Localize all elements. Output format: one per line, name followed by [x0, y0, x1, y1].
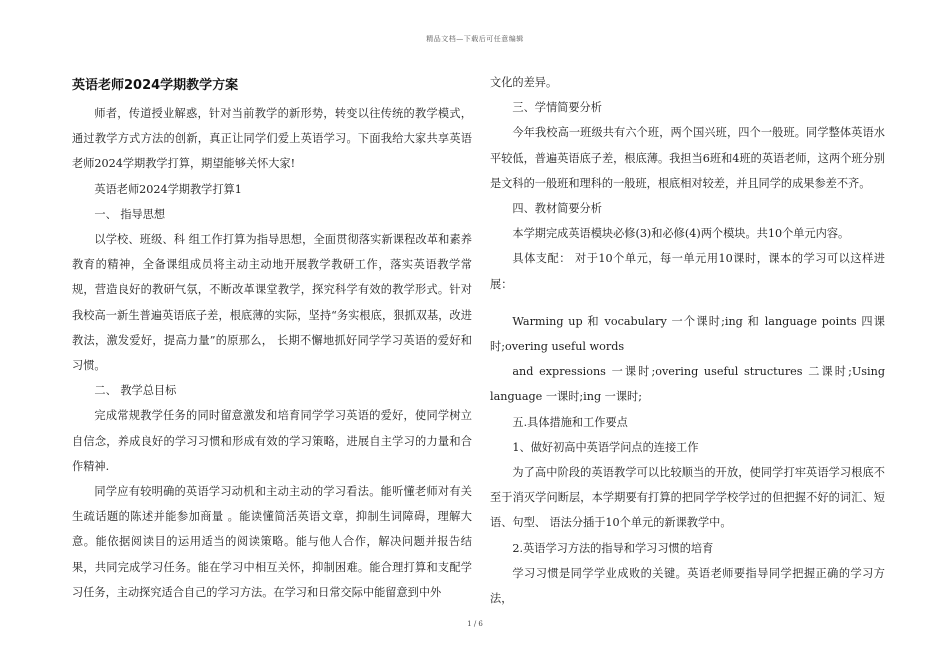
guiding-paragraph: 以学校、班级、科 组工作打算为指导思想，全面贯彻落实新课程改革和素养教育的精神，全备课组成员将主动主动地开展教学教研工作，落实英语教学常规，营造良好的教研气氛，不断改革课堂教学，探究科学有效的教学形式。针对我校高一新生普遍英语底子差，根底薄的实际，坚持“务实根底，狠抓双基，改进教法，激发爱好，提高力量”的原那么， 长期不懈地抓好同学学习英语的爱好和习惯。: [72, 233, 472, 373]
schedule-line-1: Warming up 和 vocabulary 一个课时;ing 和 language points 四课时;overing useful words: [490, 314, 885, 354]
arrangement-paragraph: 具体支配： 对于10个单元，每一单元用10课时，课本的学习可以这样进展：: [490, 252, 885, 291]
textbook-paragraph: 本学期完成英语模块必修(3)和必修(4)两个模块。共10个单元内容。: [512, 227, 850, 241]
spacer: [490, 297, 885, 309]
students-paragraph: 同学应有较明确的英语学习动机和主动主动的学习看法。能听懂老师对有关生疏话题的陈述并能参加商量 。能读懂简活英语文章，抑制生词障碍，理解大意。能依据阅读目的运用适当的阅读策略。能与他人合作，解决问题并报告结果，共同完成学习任务。能在学习中相互关怀，抑制困难。能合理打算和支配学习任务，主动探究适合自己的学习方法。在学习和日常交际中能留意到中外: [72, 485, 472, 599]
section-heading-situation: 三、学情简要分析: [512, 101, 602, 115]
subheading-1: 1、做好初高中英语学问点的连接工作: [512, 440, 699, 454]
section-heading-goals: 二、 教学总目标: [94, 384, 177, 398]
section-heading-textbook: 四、教材简要分析: [512, 202, 602, 216]
connection-paragraph: 为了高中阶段的英语教学可以比较顺当的开放，使同学打牢英语学习根底不至于消灭学问断层，本学期要有打算的把同学学校学过的但把握不好的词汇、短语、句型、 语法分插于10个单元的新课教学中。: [490, 466, 885, 530]
section-heading-guiding: 一、 指导思想: [94, 207, 166, 221]
page-header: 精品文档—下载后可任意编辑: [426, 35, 524, 43]
continued-text: 文化的差异。: [490, 76, 558, 89]
plan-heading: 英语老师2024学期教学打算1: [94, 182, 242, 196]
schedule-line-2: and expressions 一课时;overing useful structures 二课时;Using language 一课时;ing 一课时;: [490, 365, 885, 404]
intro-paragraph: 师者，传道授业解惑，针对当前教学的新形势，转变以往传统的教学模式，通过教学方式方法的创新，真正让同学们爱上英语学习。下面我给大家共享英语老师2024学期教学打算，期望能够关怀大家!: [72, 107, 472, 171]
situation-paragraph: 今年我校高一班级共有六个班，两个国兴班，四个一般班。同学整体英语水平较低，普遍英语底子差，根底薄。我担当6班和4班的英语老师，这两个班分别是文科的一般班和理科的一般班，根底相对较差，并且同学的成果参差不齐。: [490, 126, 885, 190]
subheading-2: 2.英语学习方法的指导和学习习惯的培育: [512, 541, 714, 555]
document-title: 英语老师2024学期教学方案: [72, 78, 239, 93]
habits-paragraph: 学习习惯是同学学业成败的关键。英语老师要指导同学把握正确的学习方法，: [490, 566, 885, 606]
goals-paragraph: 完成常规教学任务的同时留意激发和培育同学学习英语的爱好，使同学树立自信念，养成良好的学习习惯和形成有效的学习策略，进展自主学习的力量和合作精神.: [72, 409, 472, 473]
page-number: 1 / 6: [467, 620, 483, 628]
left-column: [72, 76, 472, 605]
right-column: [490, 70, 885, 611]
section-heading-measures: 五.具体措施和工作要点: [512, 415, 628, 429]
